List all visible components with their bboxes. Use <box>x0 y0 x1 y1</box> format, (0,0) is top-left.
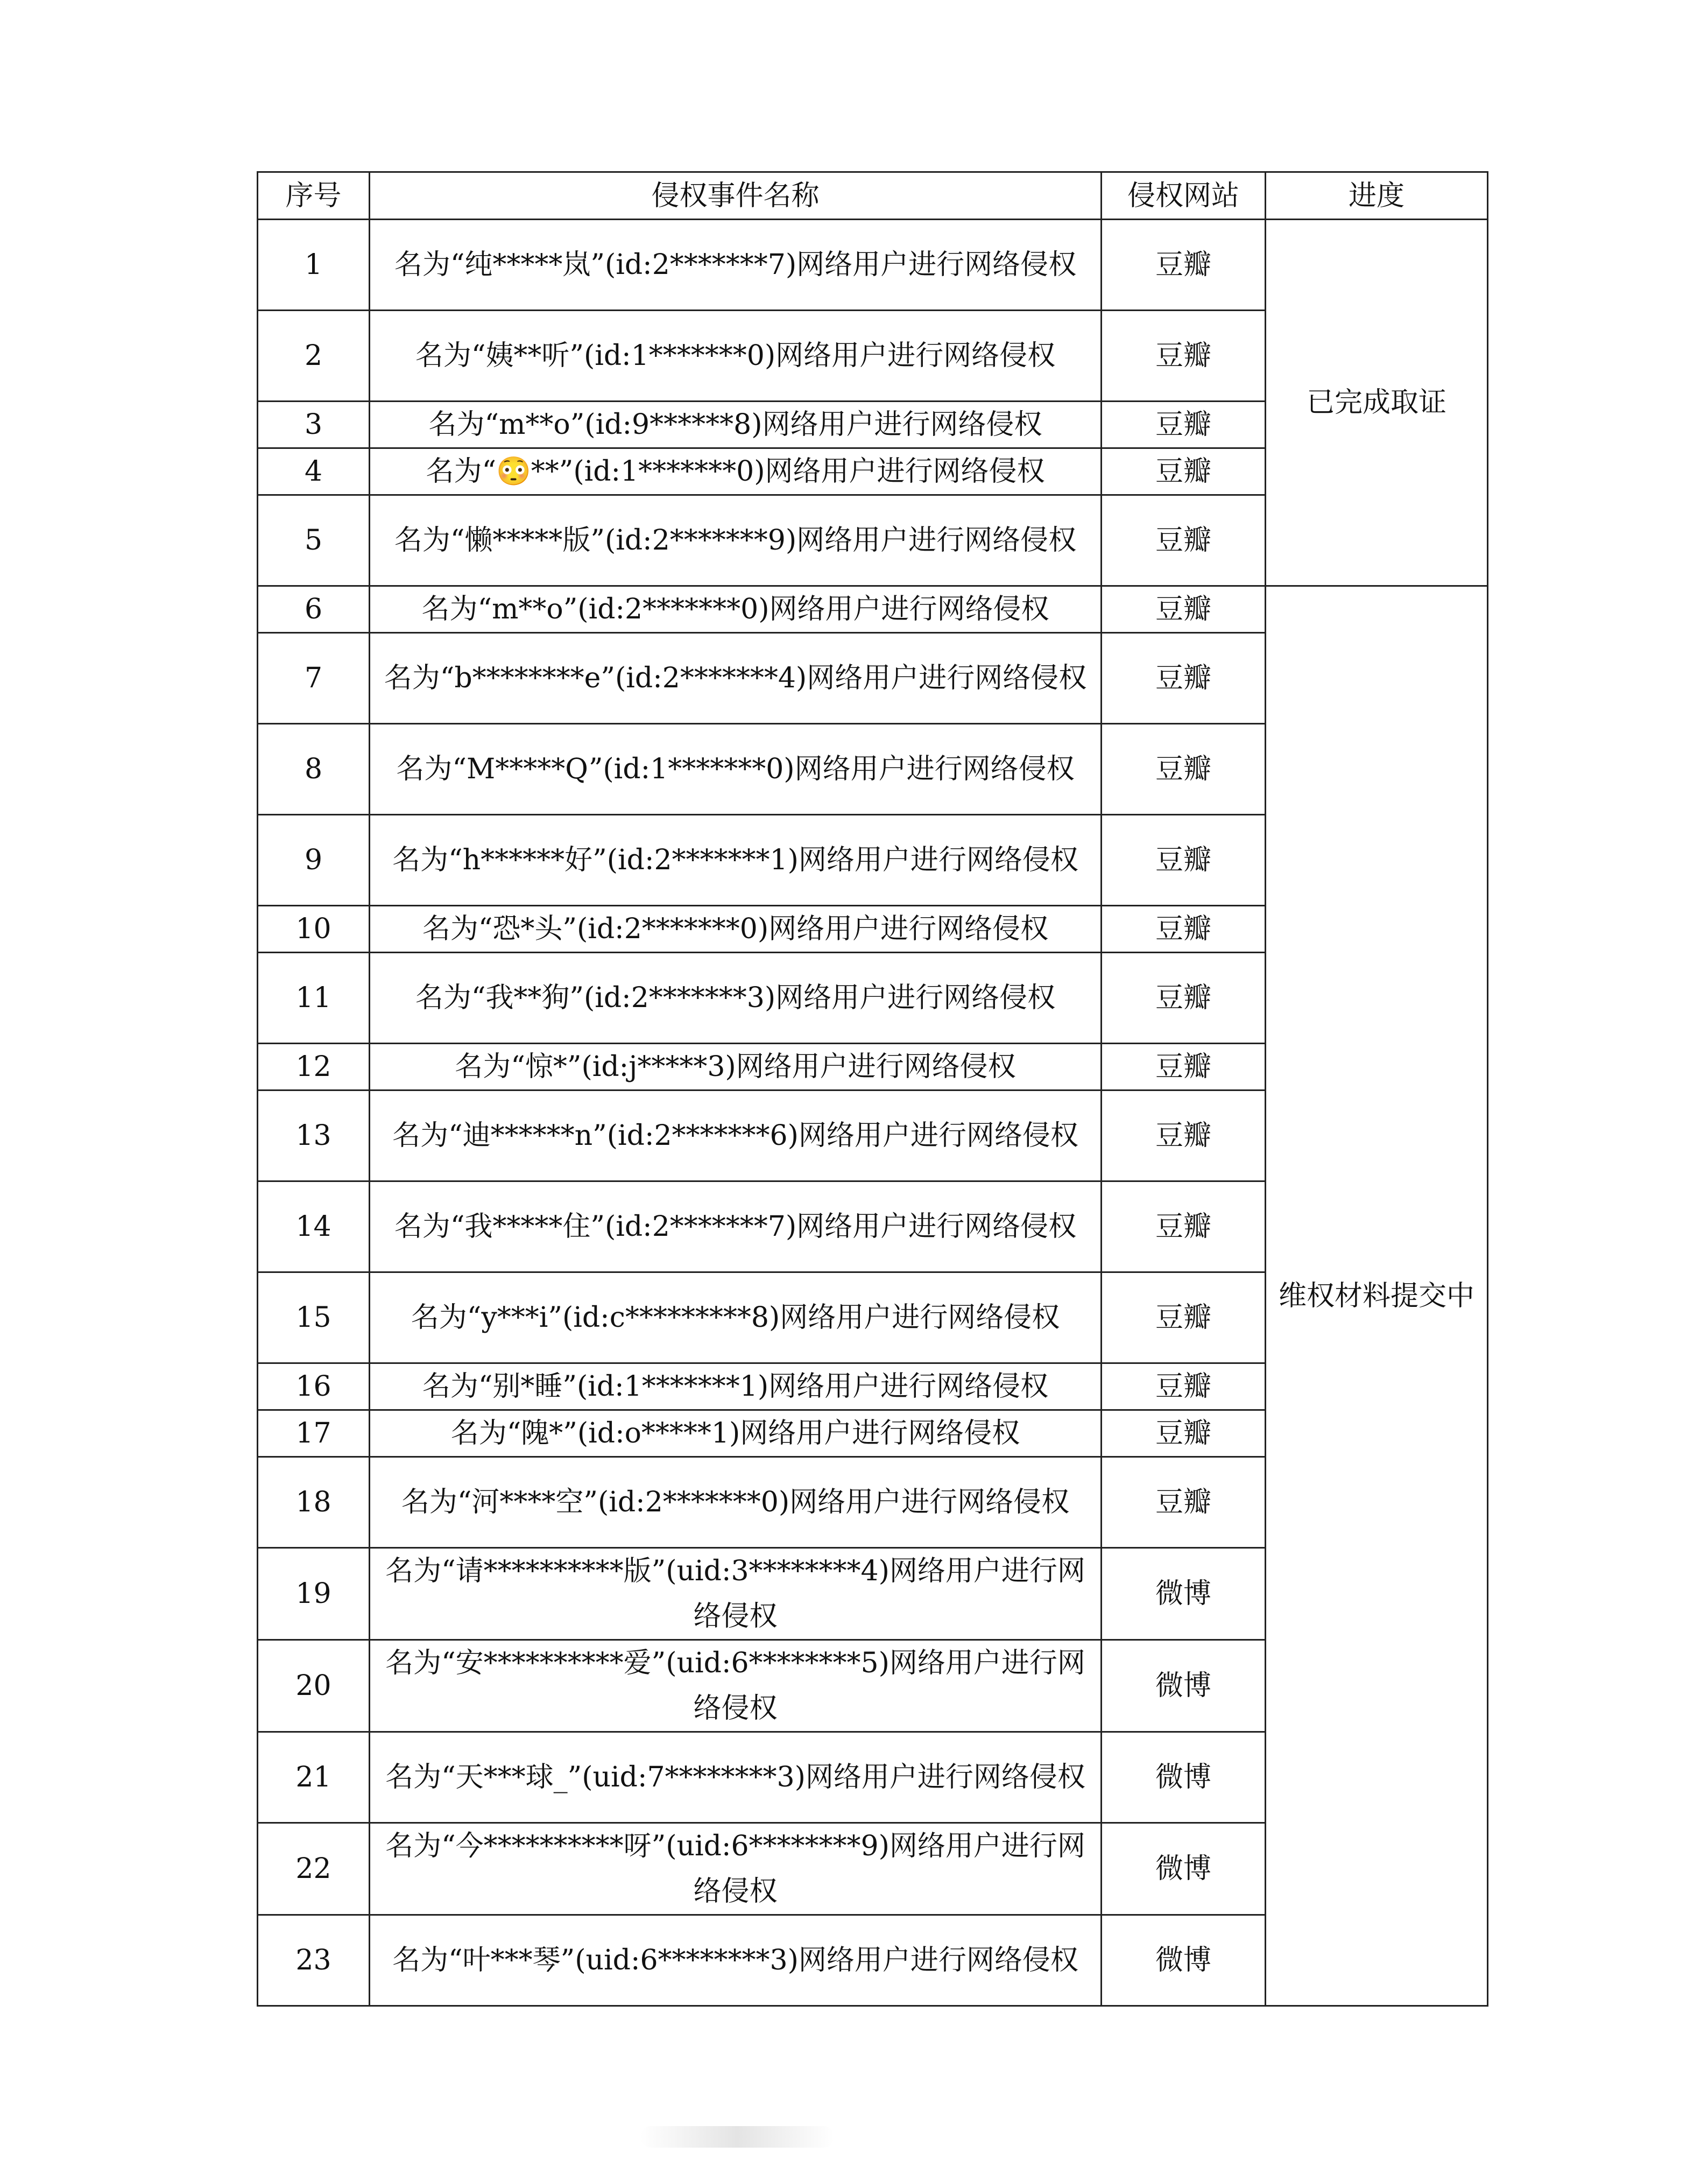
row-number: 3 <box>258 402 370 448</box>
row-number: 2 <box>258 311 370 402</box>
row-number: 7 <box>258 633 370 724</box>
event-name: 名为“b********e”(id:2*******4)网络用户进行网络侵权 <box>370 633 1102 724</box>
row-number: 15 <box>258 1272 370 1363</box>
infringement-table <box>257 171 1488 2007</box>
row-number: 4 <box>258 448 370 495</box>
infringing-site: 豆瓣 <box>1102 586 1266 633</box>
event-name: 名为“隗*”(id:o*****1)网络用户进行网络侵权 <box>370 1410 1102 1457</box>
row-number: 6 <box>258 586 370 633</box>
watermark <box>640 2126 834 2148</box>
table-row <box>258 220 1488 311</box>
row-number: 18 <box>258 1457 370 1548</box>
header-no: 序号 <box>258 172 370 220</box>
header-progress: 进度 <box>1266 172 1488 220</box>
infringing-site: 豆瓣 <box>1102 448 1266 495</box>
infringing-site: 豆瓣 <box>1102 1410 1266 1457</box>
infringing-site: 豆瓣 <box>1102 495 1266 586</box>
infringing-site: 豆瓣 <box>1102 1090 1266 1181</box>
table-header-row <box>258 172 1488 220</box>
infringing-site: 豆瓣 <box>1102 724 1266 815</box>
event-name: 名为“河****空”(id:2*******0)网络用户进行网络侵权 <box>370 1457 1102 1548</box>
infringing-site: 豆瓣 <box>1102 906 1266 953</box>
infringing-site: 豆瓣 <box>1102 1457 1266 1548</box>
infringing-site: 微博 <box>1102 1640 1266 1732</box>
event-name: 名为“别*睡”(id:1*******1)网络用户进行网络侵权 <box>370 1363 1102 1410</box>
event-name: 名为“叶***琴”(uid:6********3)网络用户进行网络侵权 <box>370 1915 1102 2006</box>
infringing-site: 微博 <box>1102 1915 1266 2006</box>
row-number: 10 <box>258 906 370 953</box>
table-row <box>258 586 1488 633</box>
row-number: 17 <box>258 1410 370 1457</box>
event-name: 名为“我**狗”(id:2*******3)网络用户进行网络侵权 <box>370 953 1102 1044</box>
event-name: 名为“惊*”(id:j*****3)网络用户进行网络侵权 <box>370 1044 1102 1090</box>
event-name: 名为“恐*头”(id:2*******0)网络用户进行网络侵权 <box>370 906 1102 953</box>
event-name: 名为“😳**”(id:1*******0)网络用户进行网络侵权 <box>370 448 1102 495</box>
infringing-site: 微博 <box>1102 1732 1266 1823</box>
event-name: 名为“我*****住”(id:2*******7)网络用户进行网络侵权 <box>370 1181 1102 1272</box>
infringing-site: 豆瓣 <box>1102 220 1266 311</box>
event-name: 名为“请**********版”(uid:3********4)网络用户进行网络侵权 <box>370 1548 1102 1640</box>
infringing-site: 豆瓣 <box>1102 1181 1266 1272</box>
event-name: 名为“M*****Q”(id:1*******0)网络用户进行网络侵权 <box>370 724 1102 815</box>
infringing-site: 豆瓣 <box>1102 1363 1266 1410</box>
row-number: 5 <box>258 495 370 586</box>
table-body <box>258 220 1488 2006</box>
event-name: 名为“m**o”(id:9******8)网络用户进行网络侵权 <box>370 402 1102 448</box>
row-number: 16 <box>258 1363 370 1410</box>
row-number: 23 <box>258 1915 370 2006</box>
row-number: 8 <box>258 724 370 815</box>
row-number: 1 <box>258 220 370 311</box>
row-number: 19 <box>258 1548 370 1640</box>
infringing-site: 豆瓣 <box>1102 311 1266 402</box>
event-name: 名为“安**********爱”(uid:6********5)网络用户进行网络侵权 <box>370 1640 1102 1732</box>
progress-status: 维权材料提交中 <box>1266 586 1488 2006</box>
row-number: 12 <box>258 1044 370 1090</box>
row-number: 20 <box>258 1640 370 1732</box>
infringing-site: 豆瓣 <box>1102 1044 1266 1090</box>
row-number: 21 <box>258 1732 370 1823</box>
event-name: 名为“m**o”(id:2*******0)网络用户进行网络侵权 <box>370 586 1102 633</box>
event-name: 名为“懒*****版”(id:2*******9)网络用户进行网络侵权 <box>370 495 1102 586</box>
event-name: 名为“h******好”(id:2*******1)网络用户进行网络侵权 <box>370 815 1102 906</box>
header-name: 侵权事件名称 <box>370 172 1102 220</box>
infringing-site: 豆瓣 <box>1102 633 1266 724</box>
infringing-site: 豆瓣 <box>1102 1272 1266 1363</box>
row-number: 14 <box>258 1181 370 1272</box>
progress-status: 已完成取证 <box>1266 220 1488 586</box>
row-number: 9 <box>258 815 370 906</box>
event-name: 名为“今**********呀”(uid:6********9)网络用户进行网络侵权 <box>370 1823 1102 1915</box>
infringing-site: 微博 <box>1102 1548 1266 1640</box>
row-number: 13 <box>258 1090 370 1181</box>
event-name: 名为“y***i”(id:c*********8)网络用户进行网络侵权 <box>370 1272 1102 1363</box>
infringing-site: 豆瓣 <box>1102 402 1266 448</box>
infringing-site: 微博 <box>1102 1823 1266 1915</box>
row-number: 22 <box>258 1823 370 1915</box>
event-name: 名为“天***球_”(uid:7********3)网络用户进行网络侵权 <box>370 1732 1102 1823</box>
event-name: 名为“姨**听”(id:1*******0)网络用户进行网络侵权 <box>370 311 1102 402</box>
event-name: 名为“迪******n”(id:2*******6)网络用户进行网络侵权 <box>370 1090 1102 1181</box>
header-site: 侵权网站 <box>1102 172 1266 220</box>
infringing-site: 豆瓣 <box>1102 953 1266 1044</box>
event-name: 名为“纯*****岚”(id:2*******7)网络用户进行网络侵权 <box>370 220 1102 311</box>
row-number: 11 <box>258 953 370 1044</box>
infringing-site: 豆瓣 <box>1102 815 1266 906</box>
